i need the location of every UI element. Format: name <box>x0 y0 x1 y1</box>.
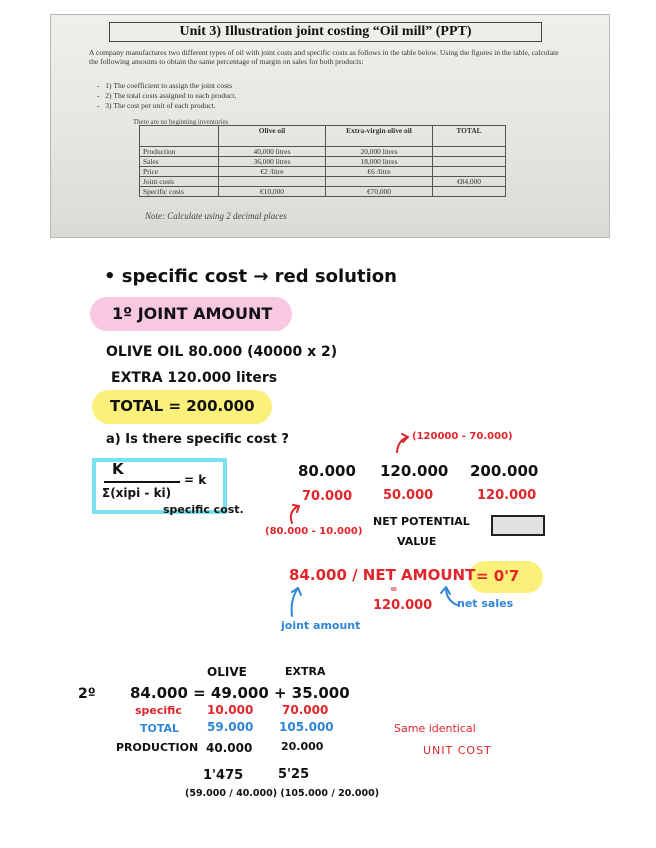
unit-cost-extra: 5'25 <box>278 767 310 782</box>
red-annotation-left: (80.000 - 10.000) <box>265 526 363 537</box>
table-cell: €10,000 <box>219 187 326 197</box>
bullet-note: • specific cost → red solution <box>104 266 397 287</box>
total-extra: 105.000 <box>279 720 334 734</box>
formula-equals: = k <box>184 473 207 487</box>
specific-olive: 10.000 <box>207 703 254 717</box>
value-label: VALUE <box>397 535 437 548</box>
red-value-olive: 70.000 <box>302 489 353 504</box>
table-cell: 40,000 litres <box>219 147 326 157</box>
unit-formula: (59.000 / 40.000) (105.000 / 20.000) <box>185 788 380 799</box>
red-value-total: 120.000 <box>477 488 537 503</box>
table-cell: 20,000 litres <box>326 147 433 157</box>
first-amount-label: 1º JOINT AMOUNT <box>112 304 273 323</box>
extra-line: EXTRA 120.000 liters <box>111 370 278 386</box>
table-cell: €70,000 <box>326 187 433 197</box>
red-value-extra: 50.000 <box>383 488 434 503</box>
olive-line: OLIVE OIL 80.000 (40000 x 2) <box>106 344 338 360</box>
total-label: TOTAL <box>140 722 180 735</box>
olive-header: OLIVE <box>207 665 247 679</box>
table-header: TOTAL <box>433 126 506 147</box>
question-item: - 2) The total costs assigned to each product. <box>97 91 236 101</box>
table-cell: €2 /litre <box>219 167 326 177</box>
table-cell: Specific costs <box>140 187 219 197</box>
question-a: a) Is there specific cost ? <box>106 432 289 447</box>
joint-line: 84.000 / NET AMOUNT <box>289 566 476 584</box>
production-olive: 40.000 <box>206 741 253 755</box>
net-sales-label: net sales <box>457 597 514 610</box>
net-value: 120.000 <box>373 598 433 613</box>
total-line: TOTAL = 200.000 <box>110 397 255 415</box>
table-cell: 18,000 litres <box>326 157 433 167</box>
formula-denominator: Σ(xipi - ki) <box>102 486 172 500</box>
table-cell: Sales <box>140 157 219 167</box>
value-total: 200.000 <box>470 462 539 480</box>
production-label: PRODUCTION <box>116 741 199 754</box>
red-arrow-left-icon <box>291 506 298 523</box>
question-item: - 1) The coefficient to assign the joint costs <box>97 81 236 91</box>
second-label: 2º <box>78 686 96 702</box>
table-cell: €6 /litre <box>326 167 433 177</box>
same-identical-note: Same identical <box>394 722 476 735</box>
value-olive: 80.000 <box>298 462 356 480</box>
table-cell: €84,000 <box>433 177 506 187</box>
exercise-title: Unit 3) Illustration joint costing “Oil mill” (PPT) <box>109 22 542 42</box>
formula-numerator: K <box>112 460 124 478</box>
table-cell: 36,000 litres <box>219 157 326 167</box>
no-inventories-note: There are no beginning inventories <box>133 119 229 126</box>
total-olive: 59.000 <box>207 720 254 734</box>
decimal-note: Note: Calculate using 2 decimal places <box>145 211 287 221</box>
production-extra: 20.000 <box>281 740 324 753</box>
table-cell: Production <box>140 147 219 157</box>
table-header: Olive oil <box>219 126 326 147</box>
specific-label: specific <box>135 704 182 717</box>
table-cell: Joint costs <box>140 177 219 187</box>
specific-extra: 70.000 <box>282 703 329 717</box>
joint-amount-label: joint amount <box>281 619 361 632</box>
unit-cost-note: UNIT COST <box>423 744 492 757</box>
joint-split-row: 84.000 = 49.000 + 35.000 <box>130 684 350 702</box>
table-cell: Price <box>140 167 219 177</box>
unit-cost-olive: 1'475 <box>203 768 244 783</box>
equals-mark: = <box>390 585 398 595</box>
extra-header: EXTRA <box>285 665 326 678</box>
coefficient-value: = 0'7 <box>476 567 520 585</box>
exercise-intro: A company manufactures two different types of oil with joint costs and specific costs as follows in the table below. Using the figures in the table, calculate the following amounts to obtain the same percentage of margin on sales for both products: <box>89 48 559 66</box>
net-potential-label: NET POTENTIAL <box>373 515 470 528</box>
formula-note: specific cost. <box>163 503 244 516</box>
question-item: - 3) The cost per unit of each product. <box>97 101 236 111</box>
value-extra: 120.000 <box>380 462 449 480</box>
red-annotation-top: (120000 - 70.000) <box>412 431 513 442</box>
table-header: Extra-virgin olive oil <box>326 126 433 147</box>
